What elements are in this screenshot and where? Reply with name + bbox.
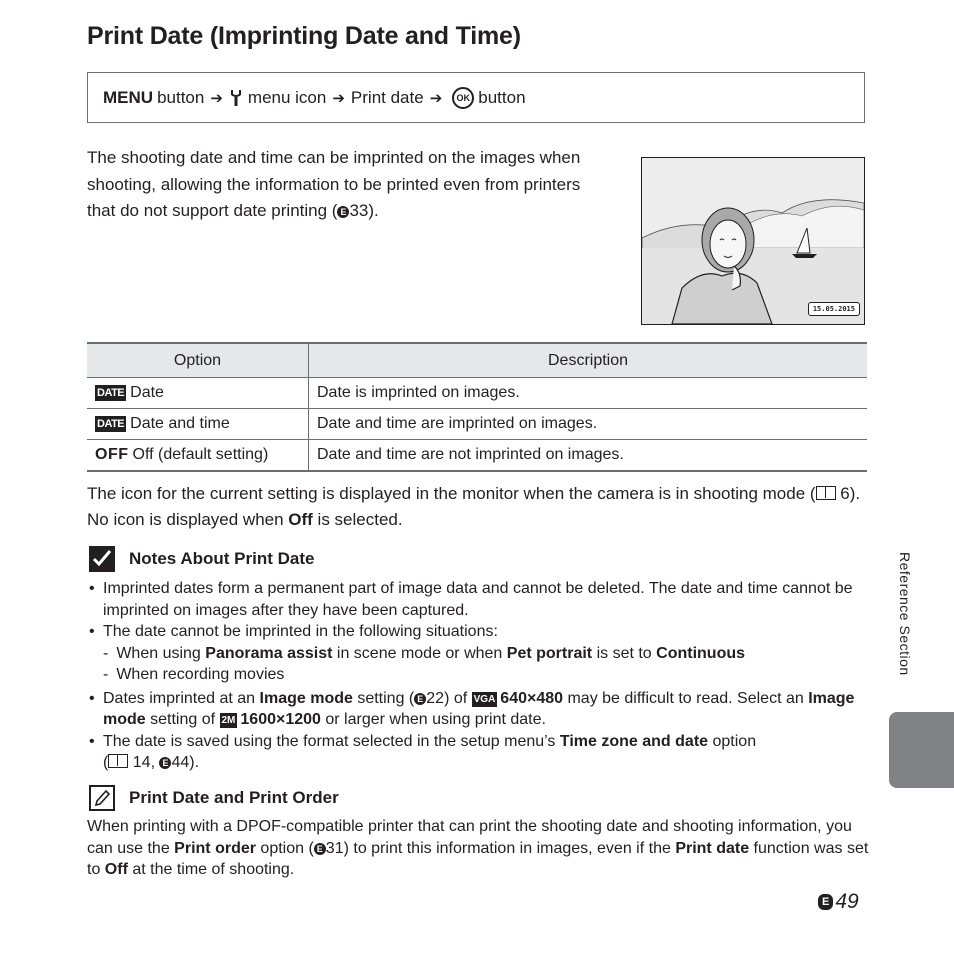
intro-paragraph: The shooting date and time can be imprinted on the images when shooting, allowing the information to be printed even from printers that do not support date printing ( E 33). — [87, 148, 581, 220]
notes-heading: Notes About Print Date — [89, 546, 314, 572]
description-cell: Date and time are imprinted on images. — [309, 409, 868, 440]
2m-mode-icon: 2M — [221, 715, 236, 726]
table-header-row — [87, 343, 867, 378]
wrench-icon — [229, 89, 243, 107]
sub-list-item: - When using Panorama assist in scene mode or when Pet portrait is set to Continuous — [103, 644, 746, 662]
column-header: Description — [309, 343, 868, 378]
order-heading: Print Date and Print Order — [89, 785, 339, 811]
checkmark-icon — [89, 546, 115, 572]
book-icon — [816, 486, 836, 500]
option-cell: DATE Date and time — [87, 409, 309, 440]
table-row — [87, 378, 867, 409]
table-row — [87, 440, 867, 472]
menu-path — [87, 72, 865, 123]
icon-note-paragraph: The icon for the current setting is displayed in the monitor when the camera is in shooting mode ( 6). No icon is displayed when Off is selected. — [87, 484, 861, 529]
arrow-icon: ➔ — [429, 89, 443, 107]
list-item: • The date cannot be imprinted in the following situations: — [87, 621, 867, 643]
date-icon: DATE — [97, 387, 125, 399]
description-cell: Date is imprinted on images. — [309, 378, 868, 409]
reference-icon: E — [159, 757, 171, 769]
column-header: Option — [87, 343, 309, 378]
reference-icon: E — [414, 693, 426, 705]
sample-photo — [641, 157, 865, 325]
vga-mode-icon: VGA — [473, 693, 496, 705]
pencil-icon — [89, 785, 115, 811]
reference-icon: E — [314, 843, 326, 855]
portrait-illustration — [642, 158, 864, 324]
date-and-time-icon: DATE — [97, 418, 125, 430]
nav-text-menu-icon: menu icon — [247, 87, 327, 107]
date-stamp: 15.05.2015 — [808, 302, 860, 316]
notes-list — [87, 578, 867, 774]
options-table — [87, 342, 867, 472]
description-cell: Date and time are not imprinted on images. — [309, 440, 868, 472]
table-row — [87, 409, 867, 440]
arrow-icon: ➔ — [210, 89, 223, 107]
section-side-label: Reference Section — [897, 552, 913, 676]
nav-text-button: button — [157, 87, 205, 107]
reference-icon: E — [337, 206, 349, 218]
section-tab — [889, 712, 954, 788]
option-cell: DATE Date — [87, 378, 309, 409]
sub-list-item: - When recording movies — [103, 666, 285, 683]
nav-text-end-button: button — [478, 87, 526, 107]
nav-text-print-date: Print date — [350, 87, 424, 107]
menu-button-symbol: MENU — [103, 87, 154, 107]
ok-button-icon: OK — [452, 87, 474, 109]
list-item: • Dates imprinted at an Image mode setting ( E 22) of VGA 640×480 may be difficult to read. Select an Image mode setting of 2M 1600×1200 or larger when using print date. — [87, 688, 867, 731]
list-item: • Imprinted dates form a permanent part of image data and cannot be deleted. The date and time cannot be imprinted on images after they have been captured. — [87, 578, 867, 621]
book-icon — [108, 754, 128, 768]
option-cell: OFF Off (default setting) — [87, 440, 309, 472]
list-item: • The date is saved using the format selected in the setup menu’s Time zone and date option ( 14, E 44). — [87, 731, 867, 774]
reference-icon: E — [818, 894, 833, 910]
order-paragraph: When printing with a DPOF-compatible printer that can print the shooting date and shooting information, you can use the Print order option ( E 31) to print this information in images, even if the Print date function was set to Off at the time of shooting. — [87, 818, 869, 878]
page-number: E 49 — [818, 890, 859, 914]
off-icon: OFF — [95, 446, 129, 463]
page-title: Print Date (Imprinting Date and Time) — [87, 22, 521, 50]
arrow-icon: ➔ — [332, 89, 345, 107]
